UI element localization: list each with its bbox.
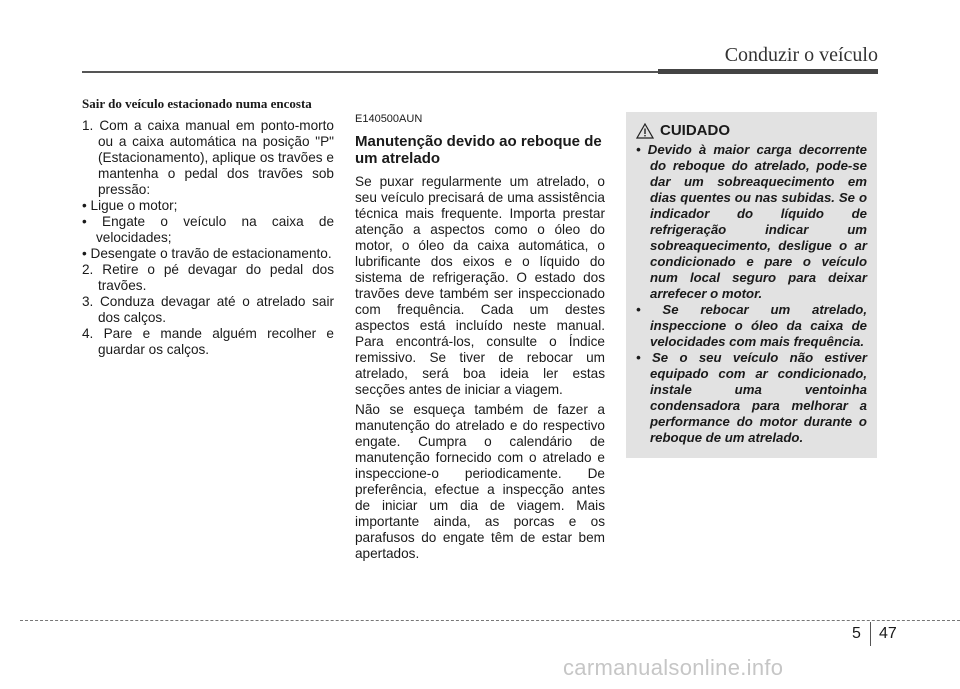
caution-item: • Se rebocar um atrelado, inspeccione o óleo da caixa de velocidades com mais frequência. [636, 302, 867, 349]
paragraph: Se puxar regularmente um atrelado, o seu veículo precisará de uma assistência técnica mais frequente. Importa prestar atenção a aspectos como o óleo do motor, o óleo da caixa automática, o lubrificante dos eixos e o líquido do sistema de refrigeração. O estado dos travões deve também ser inspeccionado com frequência. Cada um destes aspectos está incluído neste manual. Para encontrá-los, consulte o Índice remissivo. Se tiver de rebocar um atrelado, será boa ideia ler estas secções antes de iniciar a viagem. [355, 174, 605, 397]
caution-header [636, 122, 867, 139]
caution-box [626, 112, 877, 458]
header-rule-accent [658, 69, 878, 74]
section-code: E140500AUN [355, 113, 423, 125]
list-item: • Desengate o travão de estacionamento. [82, 246, 332, 261]
footer-rule [20, 620, 960, 621]
footer-separator [870, 622, 871, 646]
section-subheading: Manutenção devido ao reboque de um atrelado [355, 133, 602, 167]
list-item: • Engate o veículo na caixa de velocidades; [82, 214, 335, 245]
page-number: 47 [879, 625, 897, 642]
left-column [82, 96, 334, 358]
section-heading: Sair do veículo estacionado numa encosta [82, 96, 312, 111]
caution-list [636, 142, 867, 446]
watermark: carmanualsonline.info [563, 655, 784, 680]
warning-triangle-icon [636, 123, 654, 139]
middle-column [355, 111, 605, 562]
list-item: 3. Conduza devagar até o atrelado sair dos calços. [82, 294, 334, 325]
caution-title: CUIDADO [660, 122, 730, 139]
list-item: 4. Pare e mande alguém recolher e guardar os calços. [82, 326, 334, 357]
header-title: Conduzir o veículo [724, 44, 878, 66]
paragraph: Não se esqueça também de fazer a manutenção do atrelado e do respectivo engate. Cumpra o calendário de manutenção fornecido com o atrelado e inspeccione-o periodicamente. De preferência, efectue a inspecção antes de iniciar um dia de viagem. Mais importante ainda, as porcas e os parafusos do engate têm de estar bem apertados. [355, 402, 605, 561]
caution-item: • Se o seu veículo não estiver equipado com ar condicionado, instale uma ventoinha condensadora para melhorar a performance do motor durante o reboque de um atrelado. [636, 350, 867, 445]
list-item: • Ligue o motor; [82, 198, 178, 213]
list-item: 1. Com a caixa manual em ponto-morto ou a caixa automática na posição "P" (Estacionamento), aplique os travões e mantenha o pedal dos travões sob pressão: [82, 118, 334, 197]
chapter-number: 5 [852, 625, 861, 642]
list-item: 2. Retire o pé devagar do pedal dos travões. [82, 262, 334, 293]
caution-item: • Devido à maior carga decorrente do reboque do atrelado, pode-se dar um sobreaquecimento em dias quentes ou nas subidas. Se o indicador do líquido de refrigeração indicar um sobreaquecimento, desligue o ar condicionado e pare o veículo num local seguro para deixar arrefecer o motor. [636, 142, 868, 301]
